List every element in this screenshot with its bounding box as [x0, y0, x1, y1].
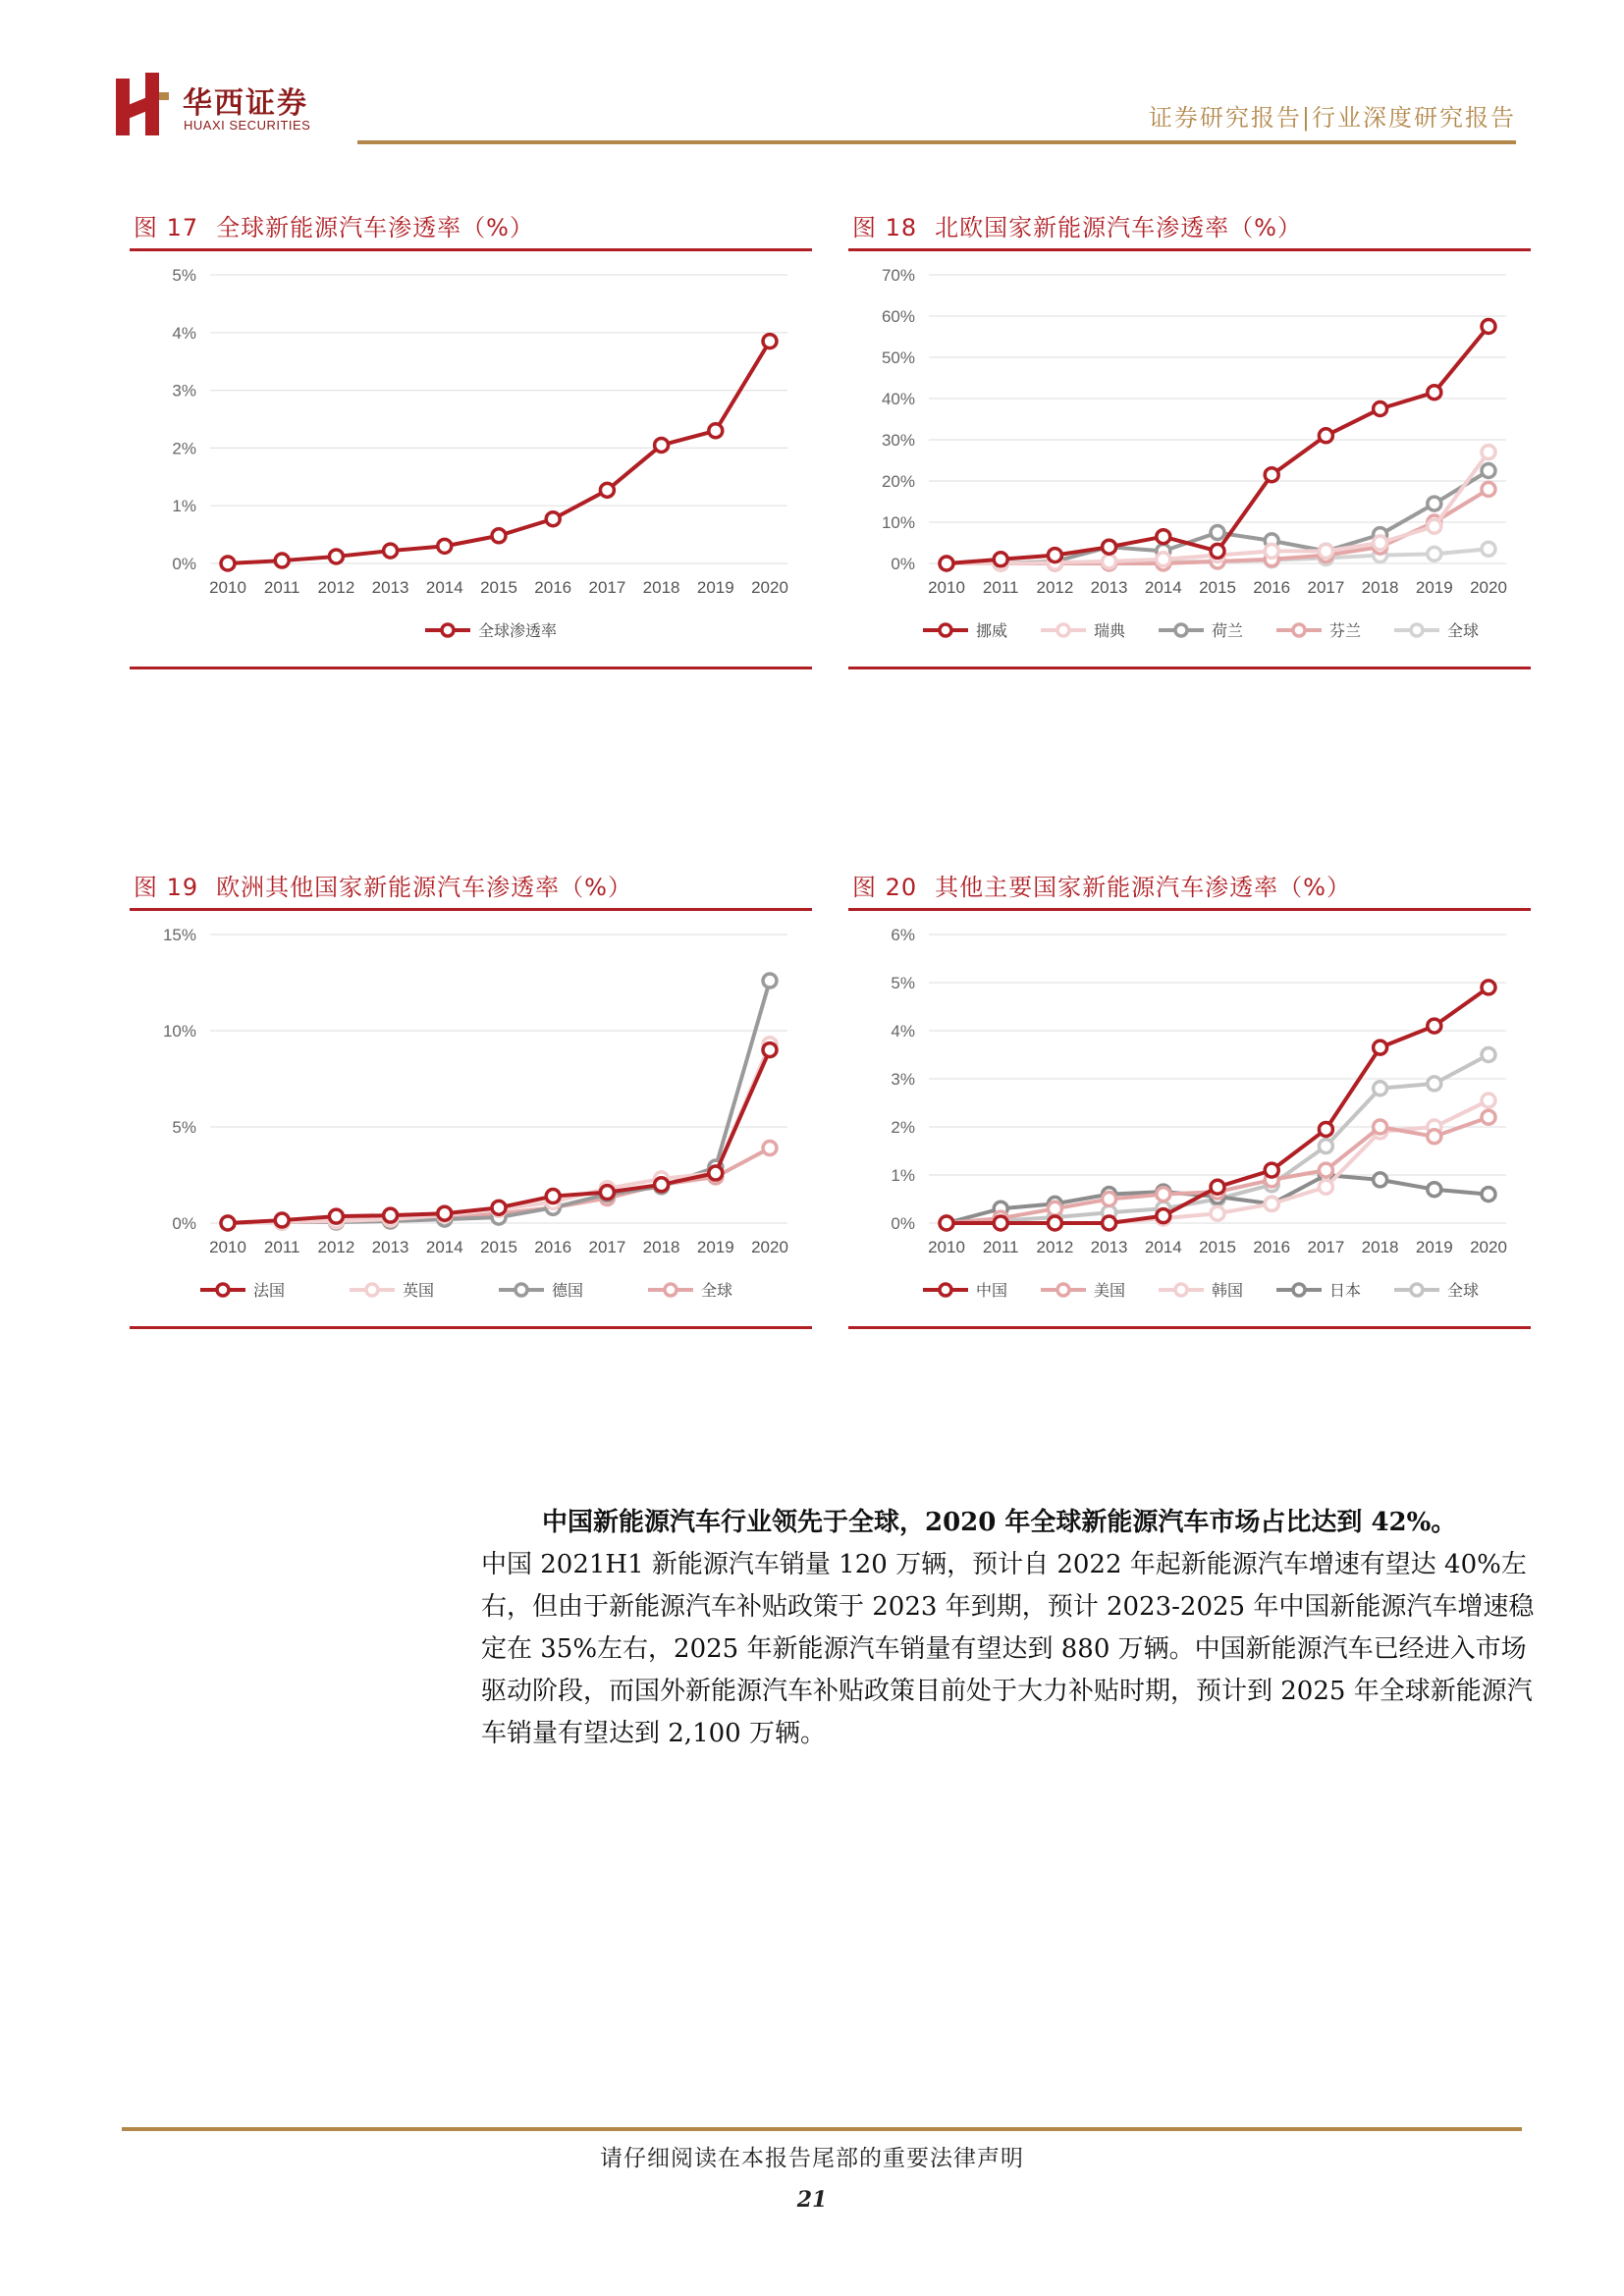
- data-point: [1265, 544, 1278, 558]
- figure-bottom-rule: [130, 1326, 812, 1329]
- y-tick-label: 0%: [891, 555, 915, 573]
- figure-title: [848, 208, 1531, 248]
- x-tick-label: 2017: [588, 578, 626, 597]
- data-point: [438, 539, 452, 553]
- x-tick-label: 2018: [1361, 578, 1399, 597]
- data-point: [1265, 468, 1278, 482]
- x-tick-label: 2014: [1144, 578, 1182, 597]
- data-point: [221, 1216, 235, 1230]
- legend-label: 英国: [403, 1283, 435, 1300]
- x-tick-label: 2018: [642, 578, 680, 597]
- legend-marker: [1411, 624, 1423, 636]
- y-tick-label: 6%: [891, 926, 915, 944]
- figure-title: [130, 868, 812, 908]
- brand-name-en: HUAXI SECURITIES: [184, 118, 311, 133]
- figure-19: [130, 868, 812, 1329]
- huaxi-logo-icon: [116, 73, 171, 135]
- y-tick-label: 60%: [881, 307, 915, 326]
- data-point: [1374, 1082, 1387, 1095]
- legend-marker: [940, 624, 951, 636]
- x-tick-label: 2011: [263, 578, 300, 597]
- header-divider: [357, 140, 1516, 144]
- data-point: [1103, 1193, 1116, 1206]
- legend-label: 美国: [1094, 1283, 1126, 1300]
- y-tick-label: 4%: [172, 323, 196, 343]
- brand-name: 华西证券: [183, 86, 308, 121]
- report-type: 证券研究报告|行业深度研究报告: [1148, 104, 1516, 132]
- x-tick-label: 2018: [1361, 1238, 1399, 1256]
- data-point: [1265, 1197, 1278, 1210]
- legend-marker: [366, 1284, 378, 1296]
- data-point: [1211, 526, 1224, 540]
- data-point: [1103, 1216, 1116, 1230]
- x-tick-label: 2020: [751, 1238, 788, 1256]
- y-tick-label: 50%: [881, 348, 915, 367]
- legend-label: 全球: [1447, 1283, 1480, 1300]
- figure-bottom-rule: [848, 1326, 1531, 1329]
- data-point: [1374, 402, 1387, 416]
- data-point: [763, 974, 777, 988]
- data-point: [1482, 446, 1495, 459]
- data-point: [1048, 1216, 1061, 1230]
- x-tick-label: 2019: [696, 578, 734, 597]
- legend-marker: [442, 624, 454, 636]
- data-point: [600, 483, 614, 497]
- data-point: [1482, 981, 1495, 994]
- figure-number: 图 20: [852, 874, 918, 901]
- figure-number: 图 19: [134, 874, 199, 901]
- data-point: [1482, 320, 1495, 334]
- data-point: [1428, 386, 1441, 400]
- series-line: [228, 981, 770, 1223]
- x-tick-label: 2020: [751, 578, 788, 597]
- data-point: [1211, 1180, 1224, 1194]
- data-point: [1319, 1180, 1332, 1194]
- data-point: [1048, 549, 1061, 562]
- chart-nordic-penetration: [848, 251, 1531, 664]
- x-tick-label: 2016: [1253, 1238, 1291, 1256]
- x-tick-label: 2012: [1036, 1238, 1074, 1256]
- legend-marker: [1175, 624, 1187, 636]
- x-tick-label: 2019: [1415, 1238, 1453, 1256]
- data-point: [1428, 1130, 1441, 1144]
- x-tick-label: 2014: [425, 578, 463, 597]
- data-point: [1319, 1122, 1332, 1136]
- data-point: [1428, 1019, 1441, 1033]
- legend-marker: [665, 1284, 677, 1296]
- x-tick-label: 2010: [209, 578, 246, 597]
- x-tick-label: 2015: [1199, 1238, 1236, 1256]
- data-point: [940, 1216, 953, 1230]
- x-tick-label: 2010: [928, 578, 965, 597]
- legend-label: 法国: [253, 1283, 286, 1300]
- series-line: [228, 1050, 770, 1223]
- x-tick-label: 2012: [317, 1238, 355, 1256]
- x-tick-label: 2013: [1090, 1238, 1128, 1256]
- chart-other-countries-penetration: [848, 911, 1531, 1323]
- data-point: [384, 1208, 398, 1222]
- figure-bottom-rule: [848, 667, 1531, 669]
- legend-label: 芬兰: [1329, 623, 1362, 640]
- y-tick-label: 2%: [891, 1118, 915, 1137]
- data-point: [1211, 1206, 1224, 1220]
- y-tick-label: 0%: [891, 1214, 915, 1233]
- y-tick-label: 15%: [162, 926, 196, 944]
- data-point: [1157, 553, 1170, 566]
- y-tick-label: 4%: [891, 1022, 915, 1041]
- data-point: [1482, 1188, 1495, 1201]
- data-point: [1048, 1201, 1061, 1215]
- x-tick-label: 2016: [1253, 578, 1291, 597]
- series-line: [228, 1044, 770, 1223]
- x-tick-label: 2020: [1470, 1238, 1507, 1256]
- legend-marker: [1057, 1284, 1069, 1296]
- y-tick-label: 20%: [881, 472, 915, 491]
- data-point: [1482, 542, 1495, 556]
- y-tick-label: 10%: [881, 513, 915, 532]
- x-tick-label: 2014: [1144, 1238, 1182, 1256]
- data-point: [1157, 1188, 1170, 1201]
- data-point: [1428, 547, 1441, 561]
- data-point: [1482, 1110, 1495, 1124]
- data-point: [1103, 555, 1116, 568]
- data-point: [1482, 1094, 1495, 1107]
- y-tick-label: 3%: [891, 1070, 915, 1089]
- legal-notice: 请仔细阅读在本报告尾部的重要法律声明: [600, 2146, 1024, 2171]
- figure-caption: 北欧国家新能源汽车渗透率（%）: [935, 214, 1302, 241]
- data-point: [1157, 530, 1170, 544]
- data-point: [275, 1213, 289, 1227]
- chart-europe-other-penetration: [130, 911, 812, 1323]
- figure-caption: 全球新能源汽车渗透率（%）: [216, 214, 534, 241]
- data-point: [1374, 1120, 1387, 1134]
- figure-18: [848, 208, 1531, 669]
- x-tick-label: 2014: [425, 1238, 463, 1256]
- x-tick-label: 2016: [534, 1238, 572, 1256]
- data-point: [1428, 1077, 1441, 1091]
- data-point: [940, 557, 953, 570]
- x-tick-label: 2012: [317, 578, 355, 597]
- legend-label: 中国: [976, 1283, 1008, 1300]
- data-point: [438, 1206, 452, 1220]
- legend-marker: [217, 1284, 229, 1296]
- data-point: [1319, 429, 1332, 443]
- x-tick-label: 2019: [1415, 578, 1453, 597]
- data-point: [492, 529, 506, 543]
- data-point: [1482, 1048, 1495, 1062]
- data-point: [709, 1166, 723, 1180]
- legend-label: 全球渗透率: [478, 623, 558, 640]
- y-tick-label: 10%: [162, 1022, 196, 1041]
- figure-20: [848, 868, 1531, 1329]
- legend-label: 全球: [1447, 623, 1480, 640]
- legend-marker: [1293, 1284, 1305, 1296]
- y-tick-label: 2%: [172, 439, 196, 458]
- data-point: [546, 512, 560, 526]
- data-point: [1211, 544, 1224, 558]
- data-point: [994, 1216, 1007, 1230]
- data-point: [763, 335, 777, 348]
- legend-marker: [1175, 1284, 1187, 1296]
- y-tick-label: 5%: [891, 974, 915, 992]
- legend-marker: [1057, 624, 1069, 636]
- x-tick-label: 2013: [371, 1238, 409, 1256]
- legend-label: 全球: [701, 1283, 733, 1300]
- data-point: [655, 1178, 669, 1192]
- x-tick-label: 2011: [982, 1238, 1019, 1256]
- data-point: [709, 424, 723, 438]
- x-tick-label: 2011: [982, 578, 1019, 597]
- data-point: [1374, 1041, 1387, 1054]
- legend-marker: [1293, 624, 1305, 636]
- figure-title: [848, 868, 1531, 908]
- data-point: [275, 554, 289, 567]
- x-tick-label: 2012: [1036, 578, 1074, 597]
- data-point: [221, 557, 235, 570]
- data-point: [1103, 540, 1116, 554]
- y-tick-label: 30%: [881, 431, 915, 450]
- y-tick-label: 40%: [881, 390, 915, 408]
- legend-marker: [515, 1284, 527, 1296]
- figure-bottom-rule: [130, 667, 812, 669]
- legend-label: 荷兰: [1212, 623, 1244, 640]
- data-point: [1482, 464, 1495, 478]
- y-tick-label: 0%: [172, 555, 196, 573]
- x-tick-label: 2015: [480, 1238, 517, 1256]
- data-point: [1482, 482, 1495, 496]
- paragraph-lead: 中国新能源汽车行业领先于全球，2020 年全球新能源汽车市场占比达到 42%。: [542, 1508, 1457, 1537]
- x-tick-label: 2018: [642, 1238, 680, 1256]
- y-tick-label: 0%: [172, 1214, 196, 1233]
- figure-caption: 其他主要国家新能源汽车渗透率（%）: [935, 874, 1351, 901]
- x-tick-label: 2010: [209, 1238, 246, 1256]
- legend-label: 德国: [552, 1283, 584, 1300]
- page-header: [0, 0, 1624, 147]
- x-tick-label: 2020: [1470, 578, 1507, 597]
- x-tick-label: 2017: [1307, 1238, 1345, 1256]
- figure-caption: 欧洲其他国家新能源汽车渗透率（%）: [216, 874, 632, 901]
- data-point: [1265, 1163, 1278, 1177]
- x-tick-label: 2015: [1199, 578, 1236, 597]
- data-point: [1157, 1209, 1170, 1223]
- body-paragraph: [481, 1502, 1551, 1755]
- figure-number: 图 18: [852, 214, 918, 241]
- footer-divider: [122, 2127, 1522, 2131]
- y-tick-label: 5%: [172, 266, 196, 285]
- y-tick-label: 1%: [172, 497, 196, 516]
- legend-label: 挪威: [976, 623, 1008, 640]
- x-tick-label: 2019: [696, 1238, 734, 1256]
- data-point: [1428, 497, 1441, 510]
- legend-marker: [940, 1284, 951, 1296]
- x-tick-label: 2011: [263, 1238, 300, 1256]
- y-tick-label: 1%: [891, 1166, 915, 1185]
- data-point: [1319, 544, 1332, 558]
- data-point: [329, 550, 343, 563]
- data-point: [1428, 1183, 1441, 1197]
- x-tick-label: 2010: [928, 1238, 965, 1256]
- data-point: [763, 1043, 777, 1057]
- legend-label: 瑞典: [1094, 623, 1126, 640]
- legend-label: 日本: [1329, 1283, 1362, 1300]
- chart-global-penetration: [130, 251, 812, 664]
- figure-number: 图 17: [134, 214, 199, 241]
- y-tick-label: 70%: [881, 266, 915, 285]
- data-point: [994, 553, 1007, 566]
- data-point: [546, 1190, 560, 1203]
- data-point: [655, 438, 669, 452]
- x-tick-label: 2015: [480, 578, 517, 597]
- y-tick-label: 5%: [172, 1118, 196, 1137]
- data-point: [1428, 519, 1441, 533]
- y-tick-label: 3%: [172, 381, 196, 400]
- legend-label: 韩国: [1212, 1283, 1244, 1300]
- data-point: [384, 544, 398, 558]
- figure-17: [130, 208, 812, 669]
- x-tick-label: 2017: [588, 1238, 626, 1256]
- x-tick-label: 2013: [371, 578, 409, 597]
- x-tick-label: 2016: [534, 578, 572, 597]
- data-point: [492, 1201, 506, 1214]
- data-point: [1319, 1140, 1332, 1153]
- page-number: 21: [796, 2187, 828, 2213]
- x-tick-label: 2013: [1090, 578, 1128, 597]
- data-point: [1374, 1173, 1387, 1187]
- data-point: [600, 1186, 614, 1200]
- data-point: [1374, 536, 1387, 550]
- data-point: [1319, 1163, 1332, 1177]
- paragraph-body: 中国 2021H1 新能源汽车销量 120 万辆，预计自 2022 年起新能源汽车增速有望达 40%左右，但由于新能源汽车补贴政策于 2023 年到期，预计 2023-2025 年中国新能源汽车增速稳定在 35%左右，2025 年新能源汽车销量有望达到 880 万辆。中国新能源汽车已经进入市场驱动阶段，而国外新能源汽车补贴政策目前处于大力补贴时期，预计到 2025 年全球新能源汽车销量有望达到 2,100 万辆。: [481, 1550, 1535, 1748]
- legend-marker: [1411, 1284, 1423, 1296]
- figure-title: [130, 208, 812, 248]
- data-point: [763, 1142, 777, 1155]
- data-point: [329, 1209, 343, 1223]
- x-tick-label: 2017: [1307, 578, 1345, 597]
